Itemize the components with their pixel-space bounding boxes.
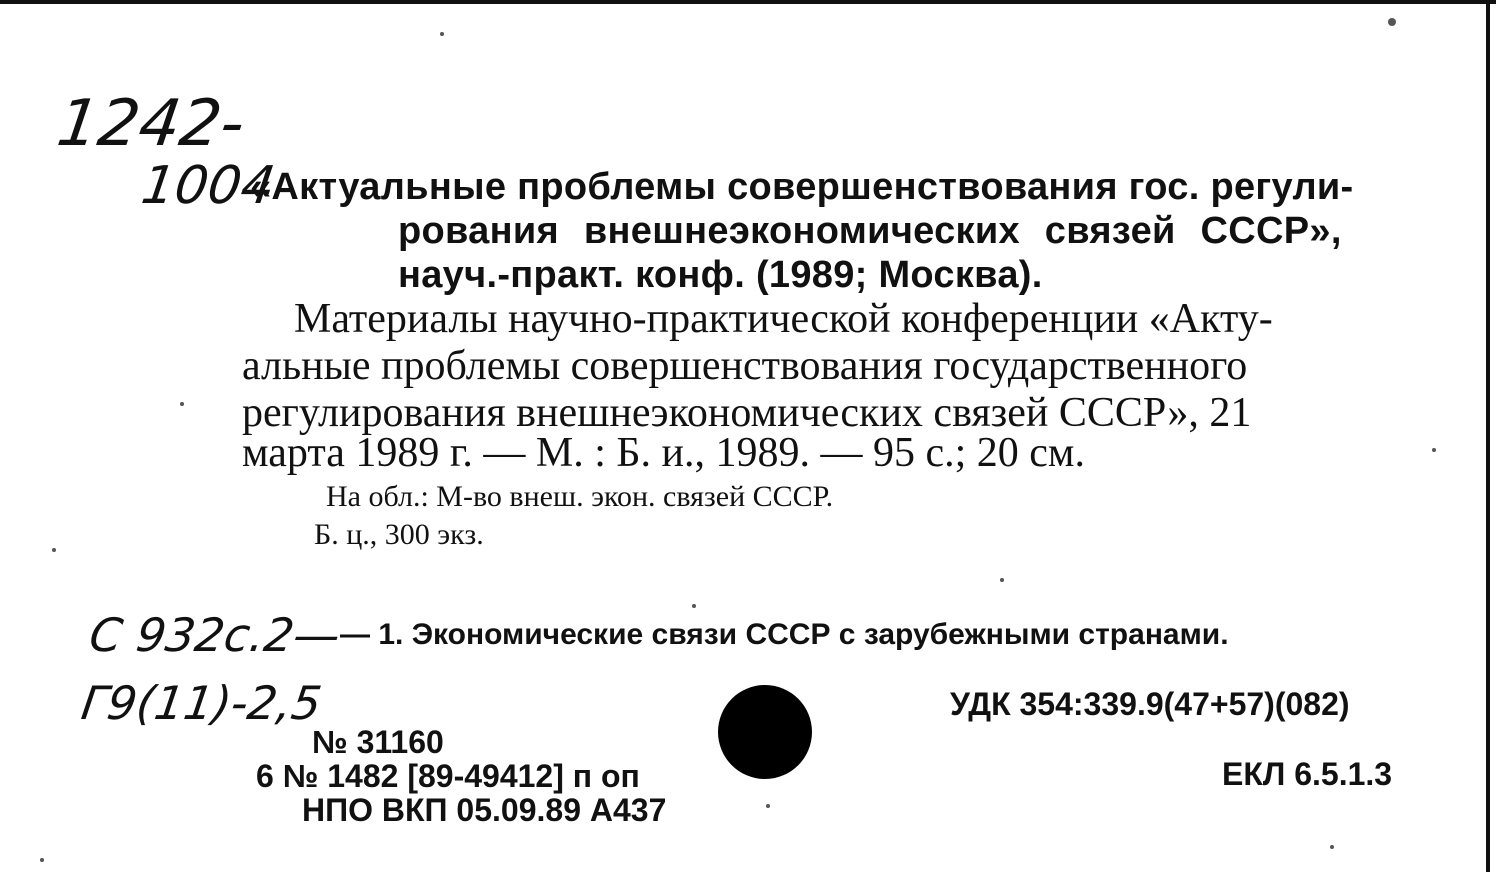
heading-line-3: науч.-практ. конф. (1989; Москва). <box>398 254 1043 296</box>
description-line-1: Материалы научно-практической конференции «Акту- <box>294 296 1273 342</box>
scan-speck <box>1432 448 1436 452</box>
scan-speck <box>180 402 184 406</box>
subject-heading: — 1. Экономические связи СССР с зарубежными странами. <box>340 618 1229 651</box>
scan-speck <box>52 548 56 552</box>
scan-speck <box>692 604 696 608</box>
punch-hole <box>718 685 812 779</box>
card-number: № 31160 <box>312 724 444 760</box>
card-top-edge <box>0 0 1496 4</box>
cover-note: На обл.: М-во внеш. экон. связей СССР. <box>326 480 834 513</box>
handwritten-call-number-top: 1242- <box>52 87 250 161</box>
price-note: Б. ц., 300 экз. <box>314 518 484 551</box>
scan-speck <box>1000 578 1004 582</box>
card-right-edge <box>1486 0 1490 872</box>
handwritten-classification-2: Г9(11)-2,5 <box>78 676 325 730</box>
description-line-3: регулирования внешнеэкономических связей СССР», 21 <box>242 390 1252 436</box>
ekl-code: ЕКЛ 6.5.1.3 <box>1222 756 1393 792</box>
heading-line-2: рования внешнеэкономических связей СССР», <box>398 210 1342 252</box>
heading-line-1: «Актуальные проблемы совершенствования гос. регули- <box>250 166 1354 208</box>
handwritten-call-number-bottom: 1004 <box>137 156 279 216</box>
scan-speck <box>766 804 770 808</box>
description-line-4: марта 1989 г. — М. : Б. и., 1989. — 95 с.; 20 см. <box>242 430 1086 476</box>
publisher-code: НПО ВКП 05.09.89 А437 <box>302 792 667 828</box>
scan-speck <box>1330 845 1334 849</box>
scan-speck <box>1388 18 1396 26</box>
handwritten-classification-1: С 932с.2— <box>86 608 344 662</box>
scan-speck <box>440 32 444 36</box>
order-number: 6 № 1482 [89-49412] п оп <box>256 758 640 794</box>
scan-speck <box>40 858 44 862</box>
description-line-2: альные проблемы совершенствования государственного <box>242 343 1248 389</box>
udk-code: УДК 354:339.9(47+57)(082) <box>950 686 1350 722</box>
